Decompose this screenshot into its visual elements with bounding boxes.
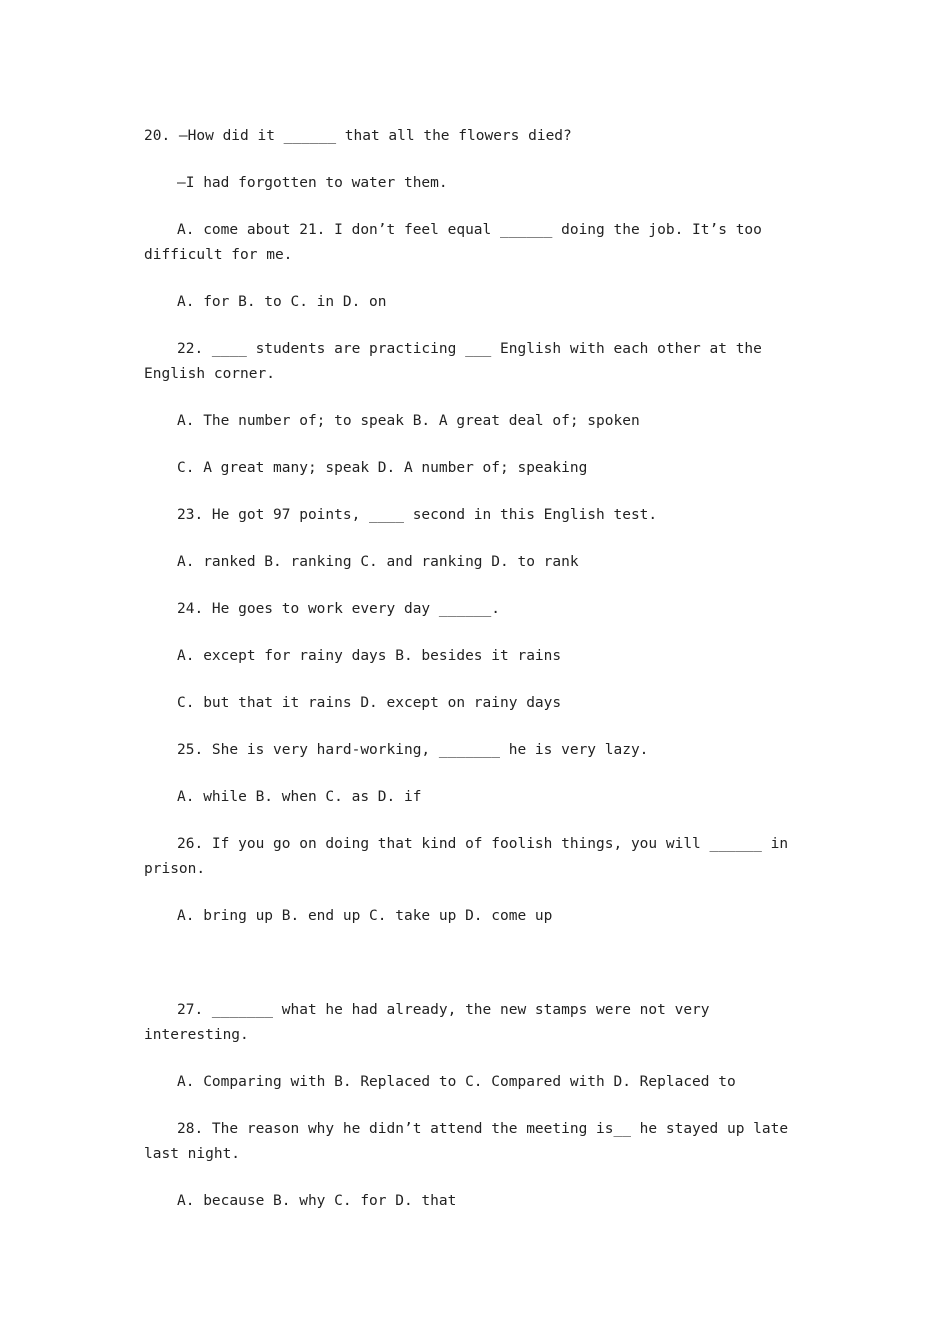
question-25-stem: 25. She is very hard-working, _______ he is very lazy.	[177, 742, 649, 758]
question-20-reply: —I had forgotten to water them.	[177, 175, 448, 191]
question-27-options: A. Comparing with B. Replaced to C. Compared with D. Replaced to	[177, 1074, 736, 1090]
question-24-options-2: C. but that it rains D. except on rainy days	[177, 695, 562, 711]
question-20-options-and-question-21-stem: A. come about 21. I don’t feel equal ______ doing the job. It’s too difficult for me.	[144, 222, 771, 263]
question-27-stem: 27. _______ what he had already, the new stamps were not very interesting.	[144, 1002, 719, 1043]
question-content	[144, 124, 809, 1236]
question-28-options: A. because B. why C. for D. that	[177, 1193, 457, 1209]
question-24-stem: 24. He goes to work every day ______.	[177, 601, 501, 617]
question-22-options-2: C. A great many; speak D. A number of; speaking	[177, 460, 588, 476]
question-23-options: A. ranked B. ranking C. and ranking D. to rank	[177, 554, 579, 570]
question-24-options-1: A. except for rainy days B. besides it rains	[177, 648, 562, 664]
question-26-options: A. bring up B. end up C. take up D. come up	[177, 908, 553, 924]
question-23-stem: 23. He got 97 points, ____ second in this English test.	[177, 507, 658, 523]
blank-spacer	[144, 951, 809, 998]
question-20-stem: 20. —How did it ______ that all the flowers died?	[144, 128, 572, 144]
question-28-stem: 28. The reason why he didn’t attend the meeting is__ he stayed up late last night.	[144, 1121, 797, 1162]
question-21-options: A. for B. to C. in D. on	[177, 294, 387, 310]
question-26-stem: 26. If you go on doing that kind of foolish things, you will ______ in prison.	[144, 836, 797, 877]
question-22-options-1: A. The number of; to speak B. A great deal of; spoken	[177, 413, 640, 429]
question-22-stem: 22. ____ students are practicing ___ English with each other at the English corner.	[144, 341, 771, 382]
question-25-options: A. while B. when C. as D. if	[177, 789, 422, 805]
